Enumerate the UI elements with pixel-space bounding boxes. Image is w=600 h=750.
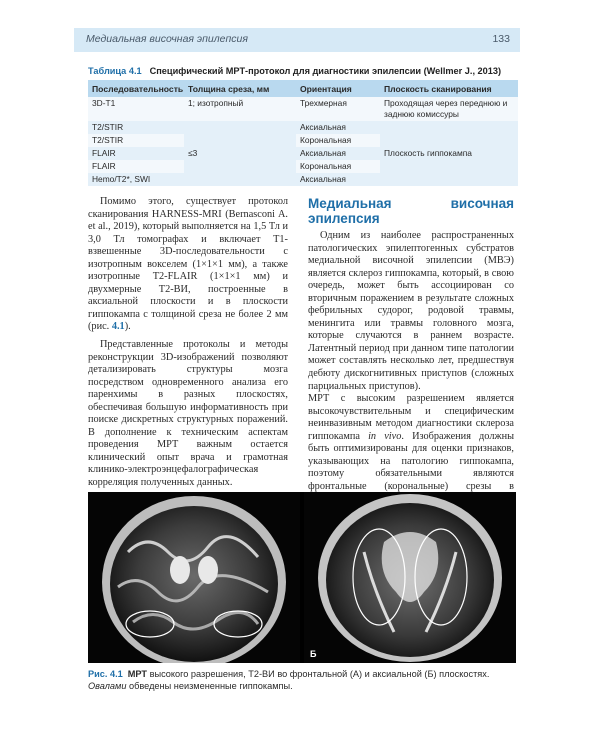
left-text-column — [88, 196, 288, 490]
mri-figure — [88, 492, 516, 663]
mri-protocol-table — [88, 80, 518, 186]
paragraph-text: ). — [124, 321, 131, 333]
table-cell-merged: Плоскость гиппокампа — [380, 121, 518, 186]
figure-caption-italic: Овалами — [88, 681, 127, 691]
running-title: Медиальная височная эпилепсия — [86, 33, 248, 45]
paragraph — [308, 393, 514, 506]
table-cell: FLAIR — [88, 160, 184, 173]
mri-coronal-image — [88, 492, 300, 663]
table-cell: Аксиальная — [296, 121, 380, 134]
paragraph — [88, 196, 288, 334]
table-cell: Аксиальная — [296, 173, 380, 186]
table-cell: 3D-T1 — [88, 97, 184, 121]
table-cell: Аксиальная — [296, 147, 380, 160]
table-cell: Корональная — [296, 160, 380, 173]
section-heading: Медиальная височная эпилепсия — [308, 196, 514, 226]
table-caption-text: Специфический МРТ-протокол для диагностики эпилепсии (Wellmer J., 2013) — [149, 66, 502, 76]
figure-caption-text: обведены неизмененные гиппокампы. — [126, 681, 293, 691]
paragraph: Представленные протоколы и методы реконструкции 3D-изображений позволяют детализировать структуры мозга посредством одновременного анализа его паренхимы в разных плоскостях, обеспечивая большую информативность при поиске дискретных структурных поражений. В дополнение к техническим аспектам проведения МРТ важным остается клинический опыт врача и грамотная клинико-электроэнцефалографическая корреляция полученных данных. — [88, 339, 288, 489]
mri-axial-image — [304, 492, 516, 663]
table-header-cell: Толщина среза, мм — [184, 80, 296, 97]
table-caption — [88, 66, 518, 76]
paragraph-text: Помимо этого, существует протокол сканирования HARNESS-MRI (Bernasconi A. et al., 2019), который выполняется на 1,5 Тл и 3,0 Тл томографах и включает T1-взвешенные 3D-последовательности с изотропным вокселем (1×1×1 мм), а также изотропные T2-FLAIR (1×1×1 мм) и двухмерные T2-ВИ, построенные в аксиальной плоскости и в плоскости гиппокампа с толщиной среза не более 2 мм (рис. — [88, 196, 288, 333]
running-header — [74, 28, 520, 52]
figure-caption-text: высокого разрешения, T2-ВИ во фронтальной (А) и аксиальной (Б) плоскостях. — [147, 669, 490, 679]
figure-number: Рис. 4.1 — [88, 669, 123, 679]
table-header-cell: Ориентация — [296, 80, 380, 97]
page-number: 133 — [492, 33, 510, 45]
table-number: Таблица 4.1 — [88, 66, 142, 76]
table-cell: Проходящая через переднюю и заднюю комиссуры — [380, 97, 518, 121]
table-cell: Трехмерная — [296, 97, 380, 121]
paragraph: Одним из наиболее распространенных патологических эпилептогенных субстратов медиальной височной эпилепсии (МВЭ) является склероз гиппокампа, который, в свою очередь, может быть ассоциирован со вторичным поражением в результате сложных фебрильных судорог, родовой травмы, менингита или травмы головного мозга, которые случаются в раннем возрасте. Латентный период при данном типе патологии может составлять несколько лет, предшествуя дебюту дискогнитивных приступов (сложных парциальных приступов). — [308, 230, 514, 392]
panel-label-b: Б — [310, 649, 317, 659]
table-cell: FLAIR — [88, 147, 184, 160]
paragraph-text: МРТ с высоким разрешением является высокочувствительным и специфическим неинвазивным методом диагностики склероза гиппокампа — [308, 393, 514, 442]
figure-caption-lead: МРТ — [127, 669, 148, 679]
table-cell: Корональная — [296, 134, 380, 147]
table-header-cell: Последовательность — [88, 80, 184, 97]
paragraph-italic: in vivo — [368, 430, 402, 442]
figure-caption — [88, 668, 518, 692]
table-cell: T2/STIR — [88, 134, 184, 147]
table-row — [88, 97, 518, 121]
figure-reference-link[interactable]: 4.1 — [111, 321, 125, 333]
table-cell: 1; изотропный — [184, 97, 296, 121]
table-header-cell: Плоскость сканирования — [380, 80, 518, 97]
table-cell-merged: ≤3 — [184, 121, 296, 186]
table-row — [88, 121, 518, 134]
paragraph-text: . Изображения должны быть оптимизированы для оценки признаков, указывающих на патологию гиппокампа, поэтому обязательными являются фронтальные (корональные) срезы в — [308, 430, 514, 492]
table-cell: Hemo/T2*, SWI — [88, 173, 184, 186]
table-header-row — [88, 80, 518, 97]
table-cell: T2/STIR — [88, 121, 184, 134]
right-text-column — [308, 196, 514, 506]
